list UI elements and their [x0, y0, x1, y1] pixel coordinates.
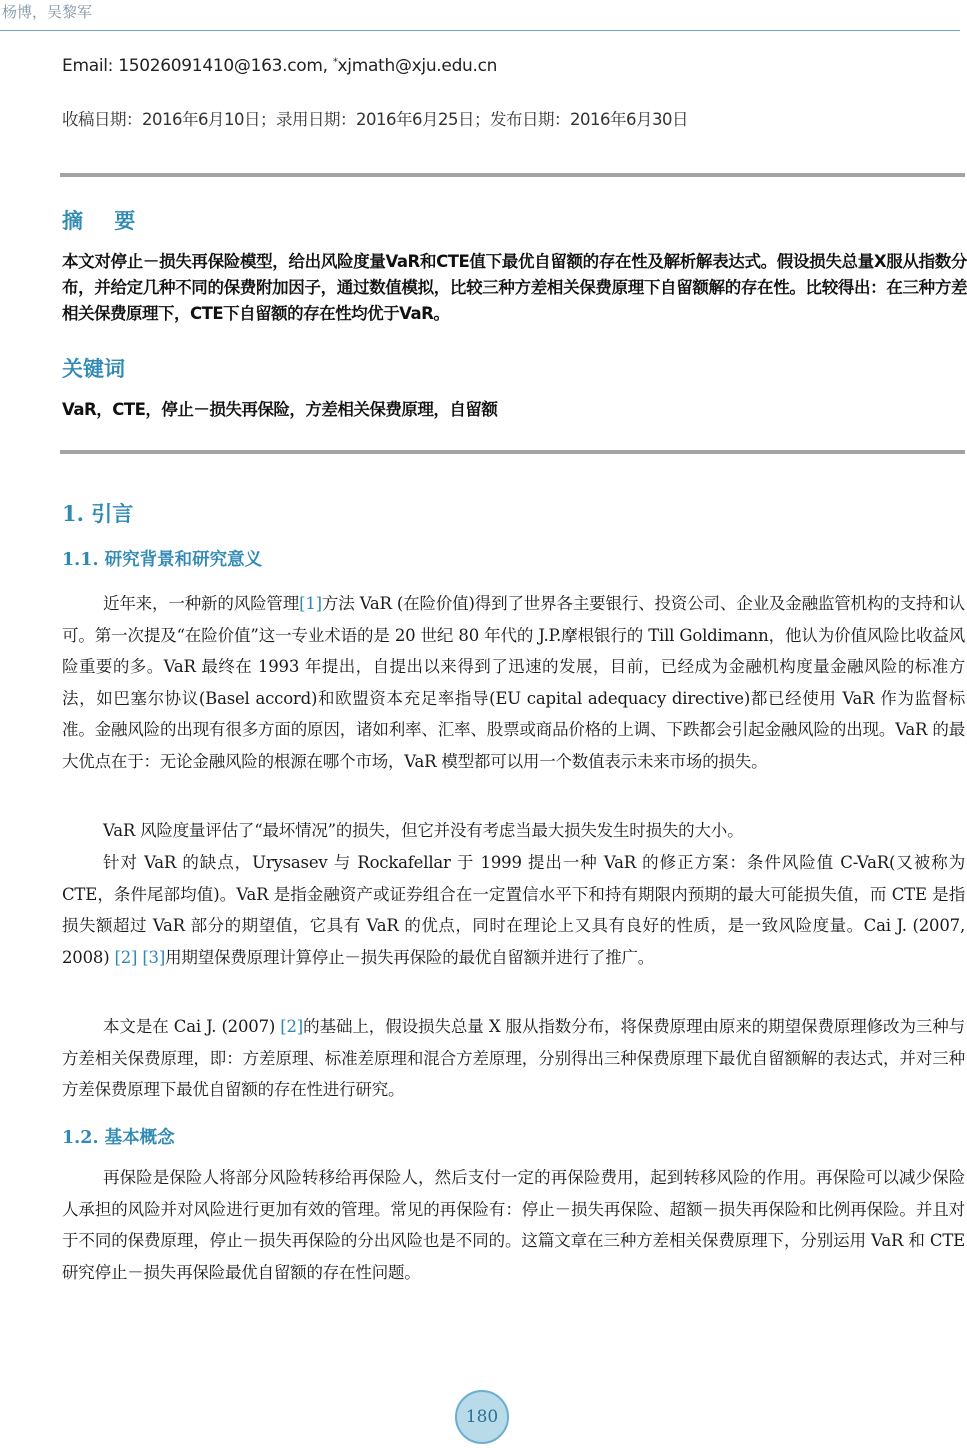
text-run: 的基础上，假设损失总量 X 服从指数分布，将保费原理由原来的期望保费原理修改为三种与方差相关保费原理，即：方差原理、标准差原理和混合方差原理，分别得出三种保费原理下最优自留额解的表达式，并对三种方差保费原理下最优自留额的存在性进行研究。 [62, 1017, 965, 1099]
section-title-introduction: 1. 引言 [62, 501, 134, 526]
abstract-heading: 摘 要 [62, 209, 148, 233]
keywords-text: VaR，CTE，停止－损失再保险，方差相关保费原理，自留额 [62, 400, 498, 419]
paragraph-var-intro [62, 588, 965, 777]
author-email [62, 56, 497, 76]
email-prefix: Email: 15026091410@163.com, [62, 56, 333, 76]
citation-link[interactable]: [3] [142, 947, 166, 967]
running-head [0, 0, 960, 31]
text-run: 方法 VaR (在险价值)得到了世界各主要银行、投资公司、企业及金融监管机构的支持和认可。第一次提及“在险价值”这一专业术语的是 20 世纪 80 年代的 J.P.摩根银行的 Till Goldimann，他认为价值风险比收益风险重要的多。VaR 最终在 1993 年提出，自提出以来得到了迅速的发展，目前，已经成为金融机构度量金融风险的标准方法，如巴塞尔协议(Basel accord)和欧盟资本充足率指导(EU capital adequacy directive)都已经使用 VaR 作为监督标准。金融风险的出现有很多方面的原因，诸如利率、汇率、股票或商品价格的上调、下跌都会引起金融风险的出现。VaR 的最大优点在于：无论金融风险的根源在哪个市场，VaR 模型都可以用一个数值表示未来市场的损失。 [62, 594, 965, 771]
abstract-text: 本文对停止－损失再保险模型，给出风险度量VaR和CTE值下最优自留额的存在性及解析解表达式。假设损失总量X服从指数分布，并给定几种不同的保费附加因子，通过数值模拟，比较三种方差相关保费原理下自留额解的存在性。比较得出：在三种方差相关保费原理下，CTE下自留额的存在性均优于VaR。 [62, 252, 967, 323]
corresponding-mark: * [332, 56, 338, 68]
paragraph-this-paper [62, 1011, 965, 1106]
citation-link[interactable]: [1] [299, 594, 322, 613]
text-run: 近年来，一种新的风险管理 [103, 594, 300, 613]
subsection-title-concepts: 1.2. 基本概念 [62, 1128, 175, 1148]
divider-bottom [60, 450, 965, 454]
paragraph-cte [62, 847, 965, 973]
running-head-authors: 杨博，吴黎军 [2, 3, 93, 21]
page-number-badge: 180 [455, 1390, 509, 1444]
email-corresponding: xjmath@xju.edu.cn [337, 56, 498, 76]
citation-link[interactable]: [2] [280, 1017, 304, 1036]
text-run: 用期望保费原理计算停止－损失再保险的最优自留额并进行了推广。 [165, 947, 655, 967]
text-run: 本文是在 Cai J. (2007) [103, 1017, 281, 1036]
paragraph-reinsurance: 再保险是保险人将部分风险转移给再保险人，然后支付一定的再保险费用，起到转移风险的作用。再保险可以减少保险人承担的风险并对风险进行更加有效的管理。常见的再保险有：停止－损失再保险、超额－损失再保险和比例再保险。并且对于不同的保费原理，停止－损失再保险的分出风险也是不同的。这篇文章在三种方差相关保费原理下，分别运用 VaR 和 CTE 研究停止－损失再保险最优自留额的存在性问题。 [62, 1168, 965, 1282]
divider-top [60, 173, 965, 177]
citation-link[interactable]: [2] [114, 947, 138, 967]
paragraph-var-limitation: VaR 风险度量评估了“最坏情况”的损失，但它并没有考虑当最大损失发生时损失的大小。 [103, 821, 744, 840]
keywords-heading: 关键词 [62, 357, 125, 381]
subsection-title-background: 1.1. 研究背景和研究意义 [62, 550, 263, 570]
publication-dates: 收稿日期：2016年6月10日；录用日期：2016年6月25日；发布日期：2016年6月30日 [62, 110, 688, 129]
text-run: 针对 VaR 的缺点，Urysasev 与 Rockafellar 于 1999 提出一种 VaR 的修正方案：条件风险值 C-VaR(又被称为 CTE，条件尾部均值)。VaR 是指金融资产或证券组合在一定置信水平下和持有期限内预期的最大可能损失值，而 CTE 是指损失额超过 VaR 部分的期望值，它具有 VaR 的优点，同时在理论上又具有良好的性质，是一致风险度量。Cai J. (2007, 2008) [62, 853, 965, 967]
